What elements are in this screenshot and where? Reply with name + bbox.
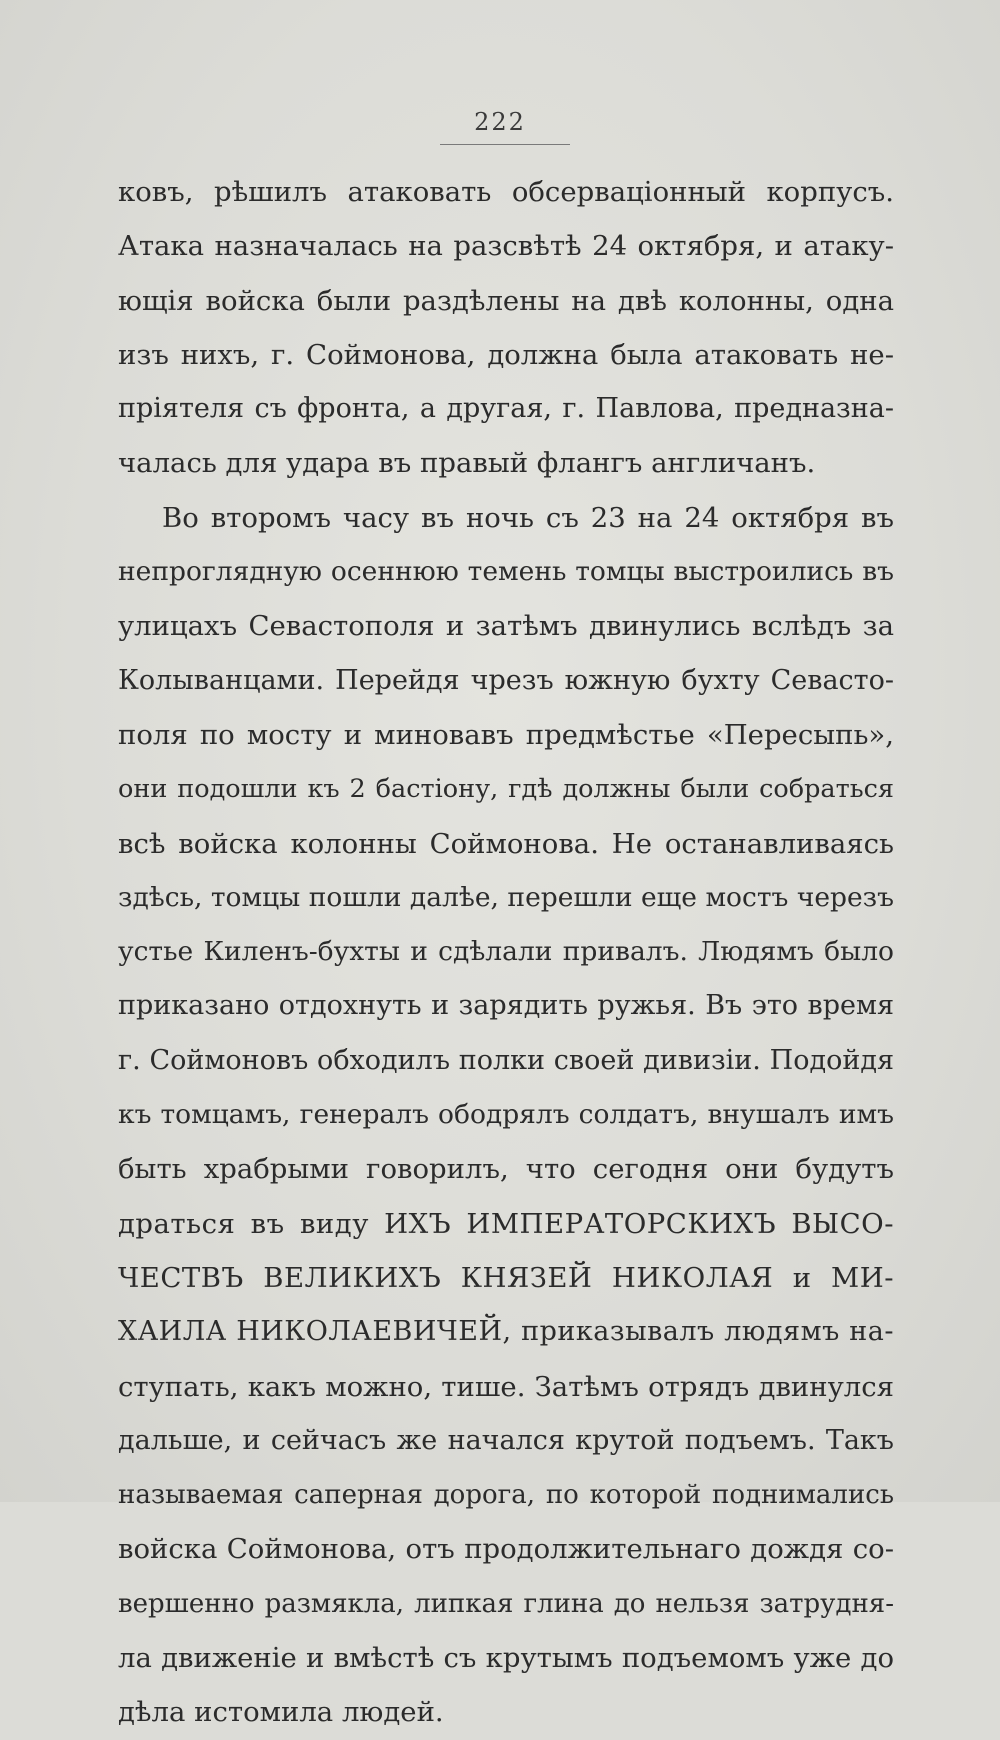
text-line: ступать, какъ можно, тише. Затѣмъ отрядъ двинулся xyxy=(118,1370,894,1403)
text-line: Во второмъ часу въ ночь съ 23 на 24 октября въ xyxy=(162,501,894,534)
text-line: войска Соймонова, отъ продолжительнаго дождя со- xyxy=(118,1533,894,1566)
text-line: ковъ, рѣшилъ атаковать обсерваціонный корпусъ. xyxy=(118,176,894,208)
text-line: драться въ виду ИХЪ ИМПЕРАТОРСКИХЪ ВЫСО- xyxy=(118,1207,894,1240)
text-line: поля по мосту и миновавъ предмѣстье «Пересыпь», xyxy=(118,718,894,751)
header-rule xyxy=(440,144,570,145)
text-line: ющія войска были раздѣлены на двѣ колонны, одна xyxy=(118,284,894,317)
text-line: дѣла истомила людей. xyxy=(118,1696,444,1729)
page-number: 222 xyxy=(474,108,526,136)
text-line: всѣ войска колонны Соймонова. Не останавливаясь xyxy=(118,827,894,860)
text-line: къ томцамъ, генералъ ободрялъ солдатъ, внушалъ имъ xyxy=(118,1099,894,1131)
text-line: чалась для удара въ правый флангъ англичанъ. xyxy=(118,447,816,480)
text-line: г. Соймоновъ обходилъ полки своей дивизіи. Подойдя xyxy=(118,1044,894,1076)
text-line: непроглядную осеннюю темень томцы выстроились въ xyxy=(118,556,894,588)
text-line: ла движеніе и вмѣстѣ съ крутымъ подъемомъ уже до xyxy=(118,1642,894,1675)
text-line: пріятеля съ фронта, а другая, г. Павлова, предназна- xyxy=(118,393,894,425)
text-line: здѣсь, томцы пошли далѣе, перешли еще мостъ черезъ xyxy=(118,881,894,913)
text-line: быть храбрыми говорилъ, что сегодня они будутъ xyxy=(118,1153,894,1186)
text-line: ЧЕСТВЪ ВЕЛИКИХЪ КНЯЗЕЙ НИКОЛАЯ и МИ- xyxy=(118,1261,894,1294)
body-text xyxy=(118,165,894,1740)
text-line: приказано отдохнуть и зарядить ружья. Въ это время xyxy=(118,990,894,1022)
text-line: Атака назначалась на разсвѣтѣ 24 октября, и атаку- xyxy=(118,230,894,263)
text-line: изъ нихъ, г. Соймонова, должна была атаковать не- xyxy=(118,338,894,371)
text-line: называемая саперная дорога, по которой поднимались xyxy=(118,1480,894,1511)
text-line: улицахъ Севастополя и затѣмъ двинулись вслѣдъ за xyxy=(118,610,894,643)
text-line: ХАИЛА НИКОЛАЕВИЧЕЙ, приказывалъ людямъ на- xyxy=(118,1316,894,1348)
text-line: дальше, и сейчасъ же начался крутой подъемъ. Такъ xyxy=(118,1424,894,1456)
text-line: Колыванцами. Перейдя чрезъ южную бухту Севасто- xyxy=(118,664,894,696)
text-line: вершенно размякла, липкая глина до нельзя затрудня- xyxy=(118,1588,894,1619)
text-line: они подошли къ 2 бастіону, гдѣ должны были собраться xyxy=(118,774,894,805)
text-line: устье Киленъ-бухты и сдѣлали привалъ. Людямъ было xyxy=(118,936,894,968)
